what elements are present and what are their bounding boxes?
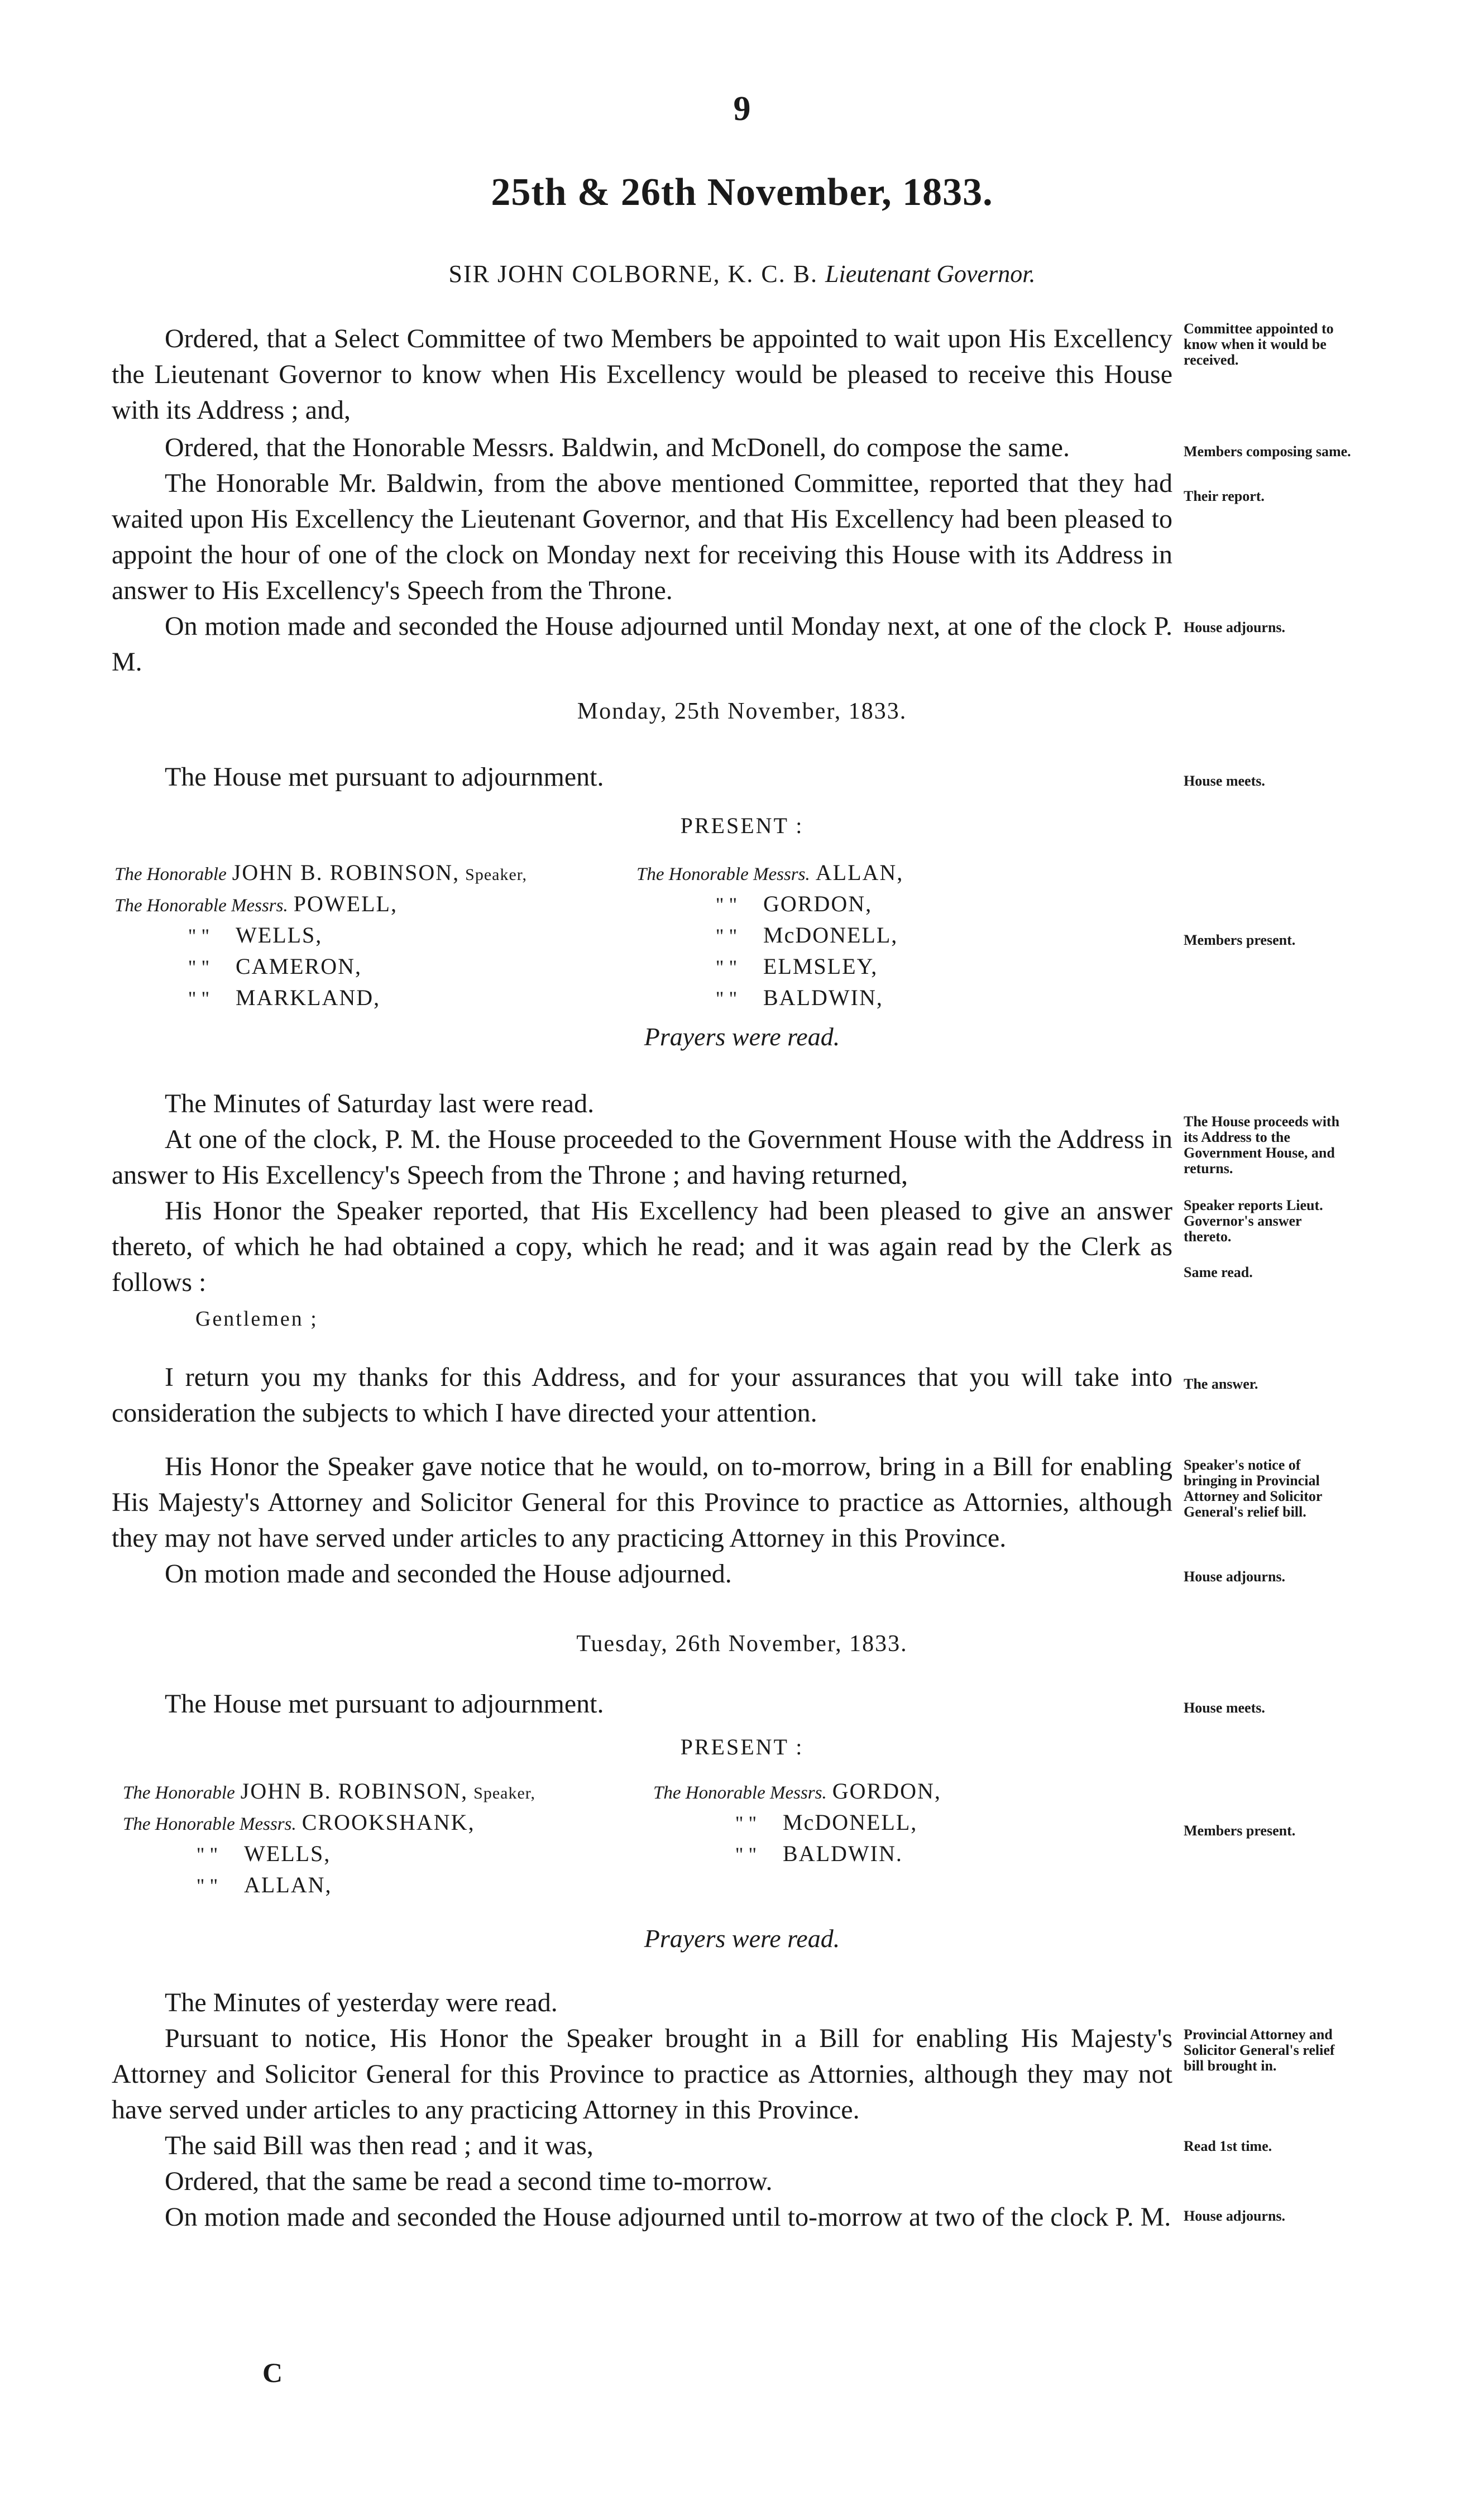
monday-adjourn: On motion made and seconded the House adjourned. bbox=[165, 1559, 732, 1589]
margin-note-house-adjourns-3: House adjourns. bbox=[1184, 2208, 1286, 2224]
margin-note-read-1st-time: Read 1st time. bbox=[1184, 2138, 1272, 2154]
tuesday-heading: Tuesday, 26th November, 1833. bbox=[576, 1631, 908, 1657]
page-number: 9 bbox=[733, 90, 751, 128]
member-row: The Honorable Messrs. POWELL, bbox=[114, 891, 398, 916]
member-row: " " BALDWIN. bbox=[735, 1841, 903, 1866]
margin-note-speaker-reports: Speaker reports Lieut. Governor's answer thereto. bbox=[1184, 1197, 1323, 1245]
date-heading: 25th & 26th November, 1833. bbox=[491, 171, 993, 214]
member-row: " " McDONELL, bbox=[715, 922, 898, 948]
paragraph-adjourn-1: On motion made and seconded the House adjourned until Monday next, at one of the clock P. M. bbox=[112, 611, 1172, 677]
margin-note-house-adjourns-1: House adjourns. bbox=[1184, 619, 1286, 635]
monday-proceed-paragraph: At one of the clock, P. M. the House proceeded to the Government House with the Address in answer to His Excellency's Speech from the Throne ; and having returned, bbox=[112, 1125, 1172, 1190]
monday-present-label: PRESENT : bbox=[680, 813, 804, 838]
member-row: " " WELLS, bbox=[188, 922, 323, 948]
member-row: The Honorable JOHN B. ROBINSON, Speaker, bbox=[114, 860, 528, 885]
member-row: " " ALLAN, bbox=[196, 1872, 332, 1897]
address-text: I return you my thanks for this Address, and for your assurances that you will take into consideration the subjects to which I have directed your attention. bbox=[112, 1362, 1172, 1428]
margin-note-bill-brought-in: Provincial Attorney and Solicitor General's relief bill brought in. bbox=[1184, 2026, 1335, 2074]
monday-speaker-report: His Honor the Speaker reported, that His Excellency had been pleased to give an answer thereto, of which he had obtained a copy, which he read; and it was again read by the Clerk as follows : bbox=[112, 1196, 1172, 1297]
tuesday-members-right bbox=[653, 1776, 941, 1869]
member-row: " " ELMSLEY, bbox=[715, 954, 878, 979]
member-row: The Honorable JOHN B. ROBINSON, Speaker, bbox=[123, 1778, 536, 1804]
tuesday-present-label: PRESENT : bbox=[680, 1734, 804, 1759]
signature-mark: C bbox=[262, 2357, 283, 2388]
tuesday-adjourn: On motion made and seconded the House adjourned until to-morrow at two of the clock P. M. bbox=[165, 2202, 1171, 2232]
governor-subtitle bbox=[0, 260, 1484, 288]
monday-house-met: The House met pursuant to adjournment. bbox=[165, 762, 604, 792]
governor-role: Lieutenant Governor. bbox=[825, 260, 1036, 288]
margin-note-their-report: Their report. bbox=[1184, 488, 1265, 504]
member-row: " " MARKLAND, bbox=[188, 985, 381, 1010]
margin-note-committee: Committee appointed to know when it would be received. bbox=[1184, 321, 1334, 368]
address-salutation: Gentlemen ; bbox=[195, 1307, 318, 1331]
margin-note-house-adjourns-2: House adjourns. bbox=[1184, 1568, 1286, 1585]
member-row: " " CAMERON, bbox=[188, 954, 362, 979]
governor-name: SIR JOHN COLBORNE, K. C. B. bbox=[448, 260, 818, 288]
margin-note-house-proceeds: The House proceeds with its Address to the Government House, and returns. bbox=[1184, 1113, 1340, 1177]
notice-paragraph: His Honor the Speaker gave notice that he would, on to-morrow, bring in a Bill for enabling His Majesty's Attorney and Solicitor General for this Province to practice as Attornies, although they may not have served under articles to any practicing Attorney in this Province. bbox=[112, 1452, 1172, 1553]
member-row: " " McDONELL, bbox=[735, 1810, 918, 1835]
tuesday-second-reading: Ordered, that the same be read a second time to-morrow. bbox=[165, 2167, 773, 2196]
margin-note-members-present-1: Members present. bbox=[1184, 932, 1296, 948]
tuesday-bill-read: The said Bill was then read ; and it was, bbox=[165, 2131, 593, 2160]
monday-heading: Monday, 25th November, 1833. bbox=[577, 699, 907, 724]
member-row: " " BALDWIN, bbox=[715, 985, 883, 1010]
margin-note-members-composing: Members composing same. bbox=[1184, 443, 1351, 460]
tuesday-members-left bbox=[123, 1776, 535, 1901]
tuesday-house-met: The House met pursuant to adjournment. bbox=[165, 1689, 604, 1719]
margin-note-the-answer: The answer. bbox=[1184, 1376, 1258, 1392]
paragraph-members-composing: Ordered, that the Honorable Messrs. Baldwin, and McDonell, do compose the same. bbox=[165, 433, 1070, 462]
margin-note-house-meets-1: House meets. bbox=[1184, 773, 1265, 789]
member-row: The Honorable Messrs. GORDON, bbox=[653, 1778, 941, 1804]
paragraph-committee-report: The Honorable Mr. Baldwin, from the above mentioned Committee, reported that they had waited upon His Excellency the Lieutenant Governor, and that His Excellency had been pleased to appoint the hour of one of the clock on Monday next for receiving this House with its Address in answer to His Excellency's Speech from the Throne. bbox=[112, 468, 1172, 605]
tuesday-prayers: Prayers were read. bbox=[644, 1924, 840, 1953]
paragraph-committee: Ordered, that a Select Committee of two Members be appointed to wait upon His Excellency the Lieutenant Governor to know when His Excellency would be pleased to receive this House with its Address ; and, bbox=[112, 324, 1172, 425]
margin-note-house-meets-2: House meets. bbox=[1184, 1700, 1265, 1716]
monday-prayers: Prayers were read. bbox=[644, 1022, 840, 1051]
margin-note-speakers-notice: Speaker's notice of bringing in Provincial Attorney and Solicitor General's relief bill. bbox=[1184, 1457, 1322, 1520]
monday-members-right bbox=[636, 857, 903, 1013]
monday-members-left bbox=[114, 857, 527, 1013]
member-row: The Honorable Messrs. ALLAN, bbox=[636, 860, 904, 885]
member-row: " " GORDON, bbox=[715, 891, 873, 916]
member-row: " " WELLS, bbox=[196, 1841, 331, 1866]
member-row: The Honorable Messrs. CROOKSHANK, bbox=[123, 1810, 475, 1835]
tuesday-minutes-read: The Minutes of yesterday were read. bbox=[165, 1988, 558, 2017]
margin-note-members-present-2: Members present. bbox=[1184, 1823, 1296, 1839]
monday-minutes-read: The Minutes of Saturday last were read. bbox=[165, 1089, 595, 1118]
margin-note-same-read: Same read. bbox=[1184, 1264, 1253, 1280]
tuesday-bill-brought-in: Pursuant to notice, His Honor the Speaker brought in a Bill for enabling His Majesty's Attorney and Solicitor General for this Province to practice as Attornies, although they may not have served under articles to any practicing Attorney in this Province. bbox=[112, 2024, 1172, 2125]
